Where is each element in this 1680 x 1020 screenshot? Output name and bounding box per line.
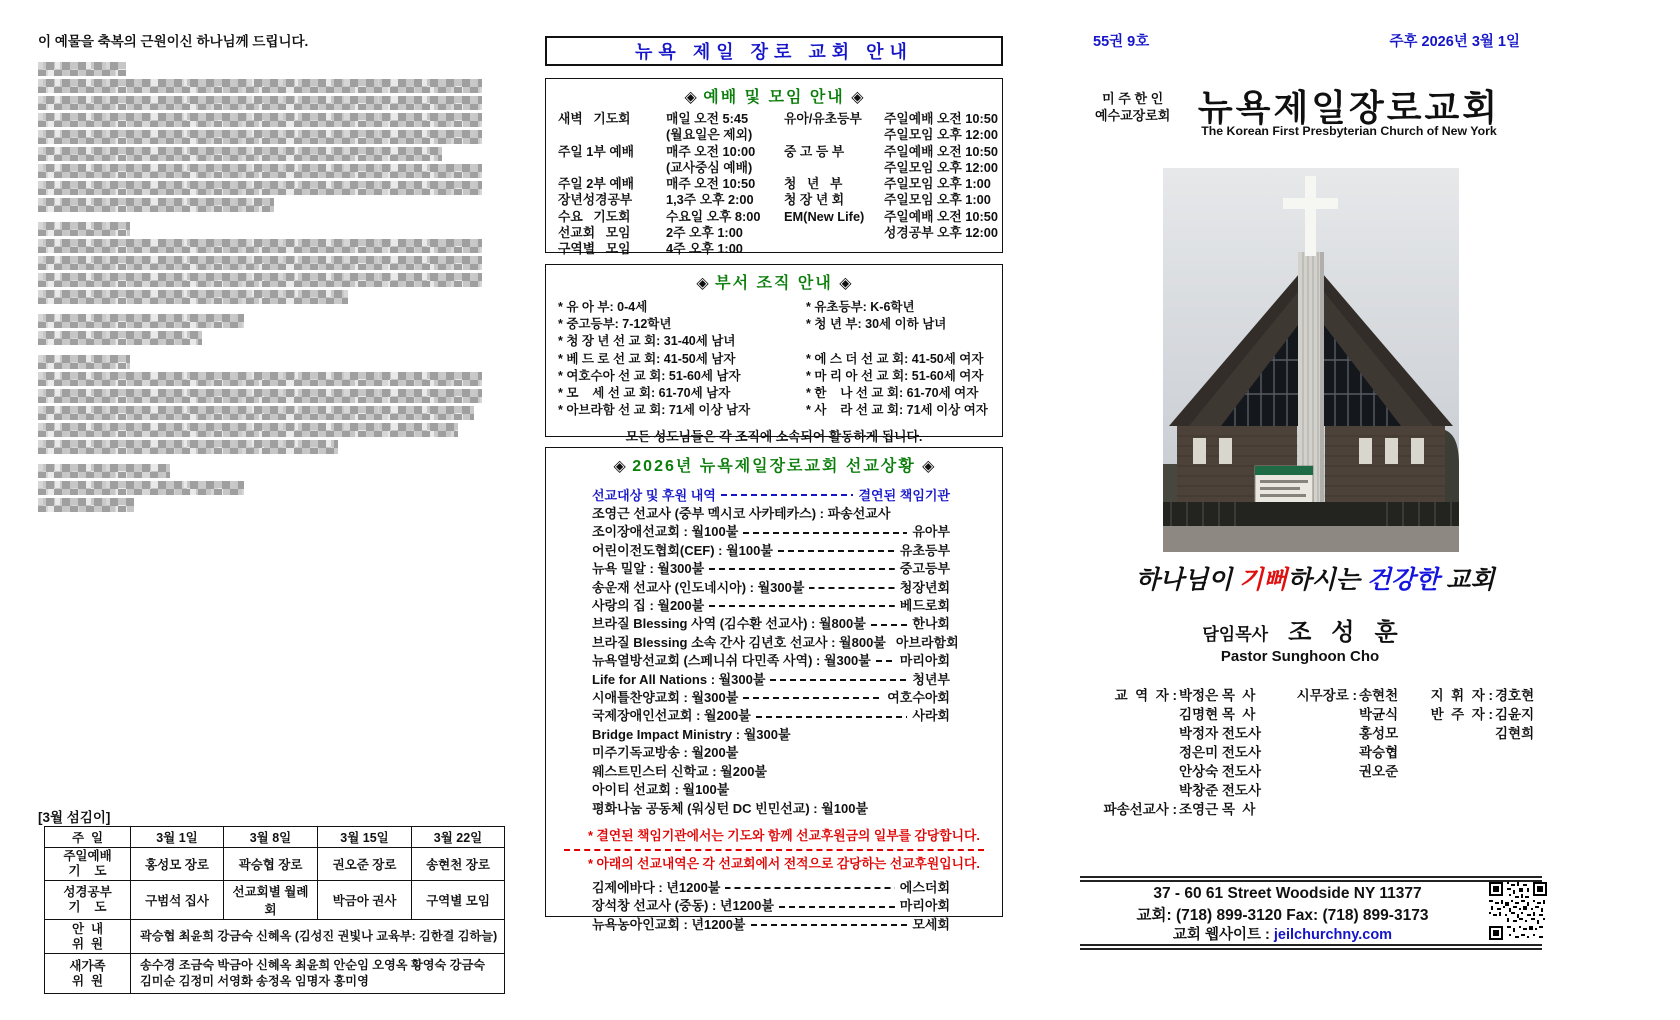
department-row: * 베 드 로 선 교 회: 41-50세 남자 * 에 스 더 선 교 회: 41-50세 여자: [558, 351, 984, 366]
schedule-row: 주일 2부 예배 매주 오전 10:50: [558, 176, 756, 192]
diamond-icon: ◈: [613, 458, 626, 475]
redacted-text-block: [38, 389, 482, 403]
mission-item: 뉴욕 밀알 : 월300불 중고등부: [592, 561, 950, 577]
departments-box: [545, 264, 1003, 445]
dedication-text: 이 예물을 축복의 근원이신 하나님께 드립니다.: [38, 34, 309, 49]
staff-column-elders: [1287, 686, 1415, 819]
mission-item: 뉴욕농아인교회 : 년1200불 모세회: [592, 916, 950, 932]
diamond-icon: ◈: [696, 275, 709, 292]
departments-footer-note: 모든 성도님들은 각 조직에 소속되어 활동하게 됩니다.: [625, 429, 923, 445]
redacted-text-block: [38, 355, 130, 369]
redacted-text-block: [38, 372, 482, 386]
staff-column-music: [1415, 686, 1541, 819]
diamond-icon: ◈: [851, 89, 864, 106]
staff-row: 권오준: [1359, 764, 1399, 779]
church-name-korean: 뉴욕제일장로교회: [1197, 87, 1501, 128]
dash-leader: [770, 673, 907, 686]
col-header: 3월 15일: [318, 827, 412, 848]
pastor-name-english: Pastor Sunghoon Cho: [1220, 648, 1380, 665]
double-rule-bottom: [1080, 944, 1542, 950]
redacted-text-block: [38, 62, 126, 76]
dash-leader: [709, 600, 895, 613]
row-label: 새가족 위 원: [45, 954, 131, 994]
worship-right-column: [784, 111, 998, 258]
dash-leader: [778, 545, 895, 558]
redacted-text-block: [38, 147, 442, 161]
church-name-english: The Korean First Presbyterian Church of New York: [1201, 124, 1497, 138]
church-guide-title-box: [545, 36, 1003, 66]
staff-row: 지 휘 자 : 경호현: [1430, 688, 1535, 703]
mission-item: Life for All Nations : 월300불 청년부: [592, 671, 950, 687]
schedule-row: 수요 기도회 수요일 오후 8:00: [558, 208, 761, 224]
table-row: 새가족 위 원 송수경 조금숙 박금아 신혜옥 최윤희 안순임 오영옥 황영숙 강금숙 김미순 김정미 서영화 송정옥 임명자 홍미영: [45, 954, 505, 994]
mission-item: 평화나눔 공동체 (워싱턴 DC 빈민선교) : 월100불: [592, 800, 869, 816]
website-label: 교회 웹사이트 :: [1172, 927, 1274, 943]
dash-leader: [725, 882, 894, 895]
mission-item: 아이티 선교회 : 월100불: [592, 782, 730, 798]
diamond-icon: ◈: [684, 89, 697, 106]
mission-item: 조영근 선교사 (중부 멕시코 사카테카스) : 파송선교사: [592, 506, 891, 521]
schedule-row: 청 년 부 주일모임 오후 1:00: [783, 176, 991, 192]
staff-row: 반 주 자 : 김윤지: [1430, 707, 1535, 722]
redacted-text-block: [38, 239, 482, 253]
redacted-text-block: [38, 331, 202, 345]
worship-schedule-box: [545, 78, 1003, 257]
col-header: 3월 8일: [224, 827, 318, 848]
schedule-row: 장년성경공부 1,3주 오후 2:00: [558, 192, 754, 208]
missions-note-2: * 아래의 선교내역은 각 선교회에서 전적으로 감당하는 선교후원입니다.: [588, 855, 980, 871]
redacted-text-block: [38, 498, 134, 512]
schedule-row: 선교회 모임 2주 오후 1:00: [558, 225, 743, 241]
church-phone-fax: 교회: (718) 899-3120 Fax: (718) 899-3173: [1136, 907, 1429, 924]
schedule-row: 주일 1부 예배 매주 오전 10:00: [558, 143, 756, 159]
serving-schedule-table: [44, 826, 505, 994]
col-header: 3월 22일: [412, 827, 505, 848]
schedule-row: 유아/유초등부 주일예배 오전 10:50: [783, 111, 998, 126]
staff-row: 파송선교사 : 조영근 목 사: [1103, 802, 1256, 817]
table-row: 주일예배 기 도 홍성모 장로 곽승협 장로 권오준 장로 송현천 장로: [45, 848, 505, 881]
mission-item: 브라질 Blessing 사역 (김수환 선교사) : 월800불 한나회: [592, 616, 950, 632]
redacted-text-block: [38, 406, 474, 420]
department-row: * 여호수아 선 교 회: 51-60세 남자 * 마 리 아 선 교 회: 51-60세 여자: [558, 368, 984, 383]
dash-leader: [743, 692, 882, 705]
church-slogan: 하나님이 기뻐하시는 건강한 교회: [1135, 566, 1495, 594]
qr-code: [1489, 882, 1547, 940]
table-row: 안 내 위 원 곽승협 최윤희 강금숙 신혜옥 (김성진 권빛나 교육부: 김한결 김하늘): [45, 920, 505, 954]
diamond-icon: ◈: [839, 275, 852, 292]
schedule-row: 청 장 년 회 주일모임 오후 1:00: [783, 192, 991, 208]
redacted-text-block: [38, 164, 482, 178]
redacted-text-block: [38, 440, 338, 454]
schedule-row: 새벽 기도회 매일 오전 5:45: [558, 111, 749, 126]
schedule-row: 중 고 등 부 주일예배 오전 10:50: [783, 143, 998, 159]
department-row: * 유 아 부: 0-4세 * 유초등부: K-6학년: [558, 300, 915, 314]
department-row: * 모 세 선 교 회: 61-70세 남자 * 한 나 선 교 회: 61-70세 여자: [558, 386, 979, 401]
mission-item: 조이장애선교회 : 월100불 유아부: [592, 524, 950, 540]
mission-item: 송운재 선교사 (인도네시아) : 월300불 청장년회: [592, 579, 950, 595]
staff-row: 정은미 전도사: [1179, 745, 1261, 760]
schedule-row: (월요일은 제외): [666, 127, 753, 143]
redacted-text-block: [38, 290, 348, 304]
redacted-text-block: [38, 481, 244, 495]
dash-leader: [809, 581, 894, 594]
mission-item: 브라질 Blessing 소속 간사 김년호 선교사 : 월800불 아브라함회: [592, 634, 959, 650]
department-row: * 아브라함 선 교 회: 71세 이상 남자 * 사 라 선 교 회: 71세 이상 여자: [558, 403, 988, 418]
redacted-text-block: [38, 464, 170, 478]
double-rule-top: [1080, 876, 1542, 882]
mission-item: 사랑의 집 : 월200불 베드로회: [592, 598, 950, 614]
row-label: 주일예배 기 도: [45, 848, 131, 881]
staff-directory: [1085, 686, 1541, 819]
mission-item: 국제장애인선교회 : 월200불 사라회: [592, 708, 950, 724]
mission-item: Bridge Impact Ministry : 월300불: [592, 726, 791, 742]
redacted-text-block: [38, 130, 482, 144]
missions-box: [545, 447, 1003, 932]
dash-leader: [721, 488, 854, 501]
staff-row: 교 역 자 : 박정은 목 사: [1114, 688, 1256, 703]
diamond-icon: ◈: [922, 458, 935, 475]
redacted-text-block: [38, 96, 482, 110]
red-dashed-divider: [564, 849, 984, 851]
schedule-row: (교사중심 예배): [666, 159, 753, 175]
church-photo: [1163, 168, 1459, 552]
mission-item: 웨스트민스터 신학교 : 월200불: [592, 763, 767, 779]
missions-note-1: * 결연된 책임기관에서는 기도와 함께 선교후원금의 일부를 감당합니다.: [588, 827, 980, 843]
redacted-text-block: [38, 222, 130, 236]
pastor-title-label: 담임목사: [1202, 625, 1269, 644]
mission-item: 김제에바다 : 년1200불 에스더회: [592, 879, 950, 895]
staff-row: 홍성모: [1359, 726, 1399, 741]
redacted-text-block: [38, 423, 458, 437]
dash-leader: [709, 563, 895, 576]
dash-leader: [779, 900, 895, 913]
staff-row: 박균식: [1359, 707, 1399, 722]
mission-item: 어린이전도협회(CEF) : 월100불 유초등부: [592, 542, 950, 558]
bulletin-date: 주후 2026년 3월 1일: [1389, 34, 1520, 50]
dash-leader: [751, 918, 908, 931]
worship-left-column: [558, 111, 784, 258]
staff-row: 곽승협: [1359, 745, 1399, 760]
departments-box-title: ◈ 부서 조직 안내 ◈: [696, 275, 852, 292]
dash-leader: [743, 526, 907, 539]
staff-row: 시무장로 : 송현천: [1296, 688, 1399, 703]
website-link[interactable]: jeilchurchny.com: [1273, 927, 1393, 943]
department-row: * 중고등부: 7-12학년 * 청 년 부: 30세 이하 남녀: [558, 317, 947, 332]
schedule-row: 주일모임 오후 12:00: [883, 127, 998, 143]
staff-row: 박정자 전도사: [1179, 726, 1261, 741]
dash-leader: [756, 710, 907, 723]
redacted-text-block: [38, 181, 482, 195]
staff-row: 김명현 목 사: [1179, 707, 1256, 722]
redacted-text-block: [38, 314, 244, 328]
table-row: 성경공부 기 도 구범석 집사 선교회별 월례회 박금아 권사 구역별 모임: [45, 881, 505, 920]
church-guide-title: 뉴욕 제일 장로 교회 안내: [635, 42, 913, 62]
schedule-row: 구역별 모임 4주 오후 1:00: [558, 241, 743, 257]
row-label: 성경공부 기 도: [45, 881, 131, 920]
pastor-name: 조 성 훈: [1288, 619, 1398, 646]
mission-item: 장석창 선교사 (중동) : 년1200불 마리아회: [592, 898, 950, 914]
denomination-label: 미 주 한 인 예수교장로회: [1095, 91, 1171, 123]
mission-item: 미주기독교방송 : 월200불: [592, 745, 739, 761]
staff-column-clergy: [1085, 686, 1287, 819]
schedule-row: 주일모임 오후 12:00: [883, 159, 998, 175]
redacted-text-block: [38, 113, 482, 127]
staff-row: 박창준 전도사: [1179, 783, 1261, 798]
schedule-row: EM(New Life) 주일예배 오전 10:50: [783, 208, 998, 224]
serving-schedule-title: [3월 섬김이]: [38, 810, 111, 825]
redacted-text-block: [38, 256, 482, 270]
church-address: 37 - 60 61 Street Woodside NY 11377: [1153, 885, 1422, 902]
missions-list-header: 선교대상 및 후원 내역 결연된 책임기관: [592, 488, 950, 503]
issue-number: 55권 9호: [1093, 34, 1150, 50]
mission-item: 시애틀찬양교회 : 월300불 여호수아회: [592, 690, 950, 706]
department-row: * 청 장 년 선 교 회: 31-40세 남녀: [558, 334, 736, 349]
church-website-line: [1090, 923, 1475, 944]
senior-pastor-line: [1150, 612, 1450, 647]
dash-leader: [871, 618, 908, 631]
staff-row: 안상숙 전도사: [1179, 764, 1261, 779]
mission-item: 뉴욕열방선교회 (스페니쉬 다민족 사역) : 월300불 마리아회: [592, 653, 950, 669]
dash-leader: [876, 655, 895, 668]
redacted-text-block: [38, 273, 482, 287]
schedule-row: 성경공부 오후 12:00: [883, 225, 998, 241]
redacted-text-block: [38, 79, 482, 93]
table-header-row: [45, 827, 505, 848]
missions-box-title: ◈ 2026년 뉴욕제일장로교회 선교상황 ◈: [613, 458, 935, 475]
row-label: 안 내 위 원: [45, 920, 131, 954]
col-header: 주 일: [45, 827, 131, 848]
redacted-text-block: [38, 198, 274, 212]
worship-box-title: ◈ 예배 및 모임 안내 ◈: [684, 89, 864, 106]
staff-row: 김현희: [1495, 726, 1535, 741]
col-header: 3월 1일: [131, 827, 224, 848]
